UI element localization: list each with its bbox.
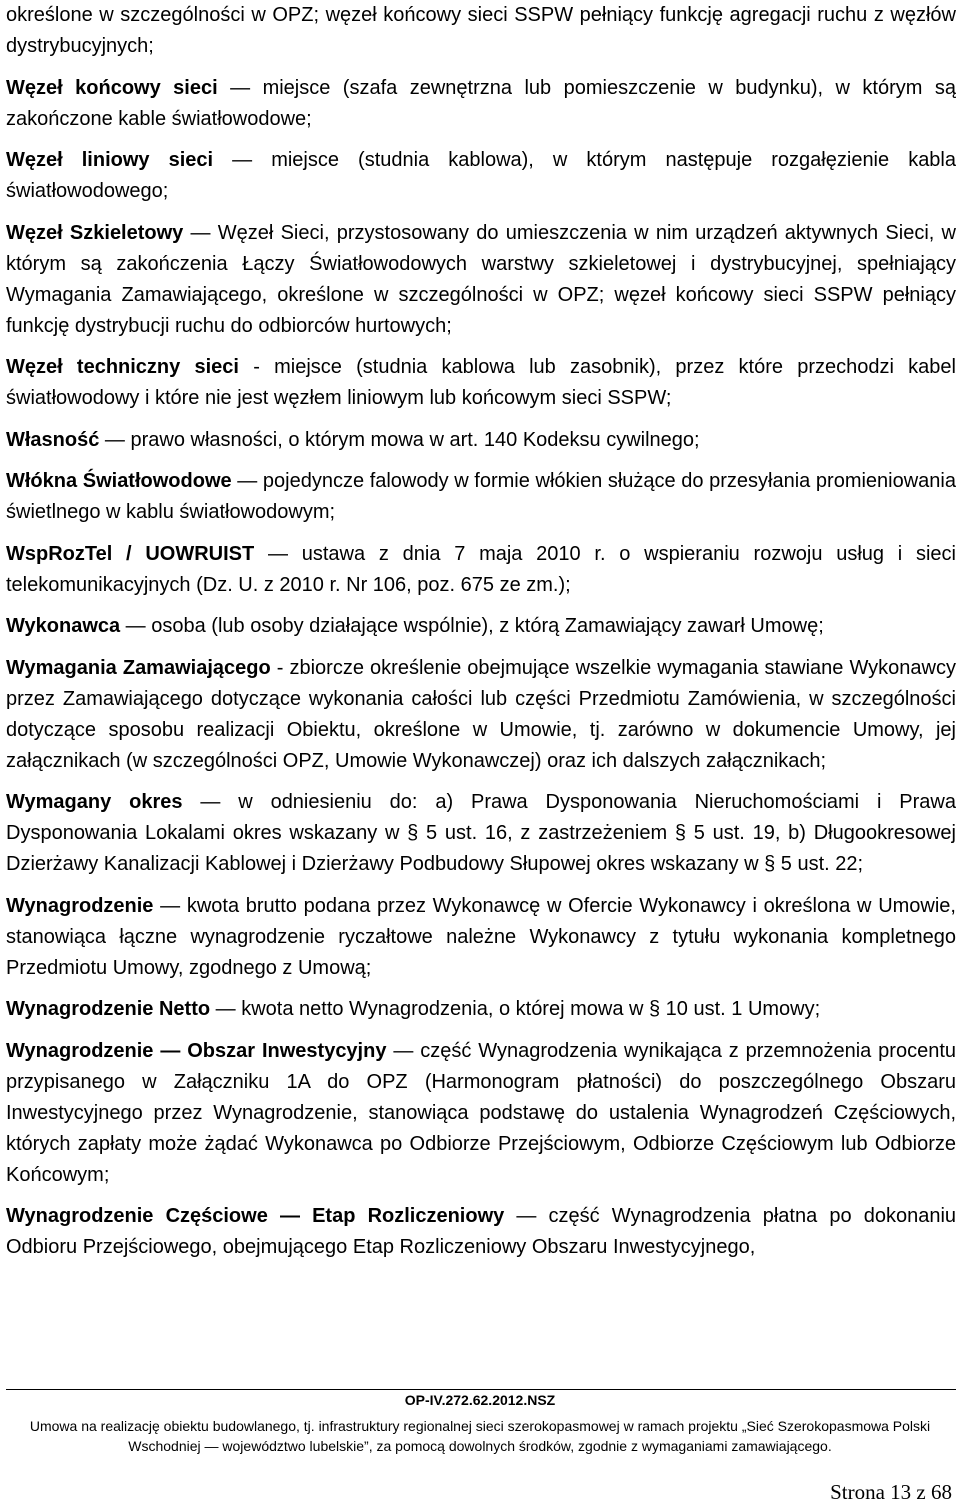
page-total: 68	[931, 1480, 952, 1504]
definition-text: — osoba (lub osoby działające wspólnie), z którą Zamawiający zawarł Umowę;	[120, 615, 824, 637]
definition-entry	[6, 653, 956, 777]
definition-text: — w odniesieniu do: a) Prawa Dysponowania Nieruchomościami i Prawa Dysponowania Lokalami okres wskazany w § 5 ust. 16, z zastrzeżeniem § 5 ust. 19, b) Długookresowej Dzierżawy Kanalizacji Kablowej i Dzierżawy Podbudowy Słupowej okres wskazany w § 5 ust. 22;	[6, 791, 957, 875]
definition-term: Wykonawca	[6, 615, 121, 637]
definition-entry	[6, 0, 956, 62]
definition-term: Wynagrodzenie — Obszar Inwestycyjny	[6, 1039, 387, 1062]
footer-document-code: OP-IV.272.62.2012.NSZ	[404, 1392, 556, 1408]
definition-term: Wynagrodzenie	[6, 894, 154, 917]
footer-description: Umowa na realizację obiektu budowlanego, tj. infrastruktury regionalnej sieci szerokopasmowej w ramach projektu „Sieć Szerokopasmowa Polski Wschodniej — województwo lubelskie”, za pomocą dowolnych środków, zgodnie z wymaganiami zamawiającego.	[29, 1418, 931, 1454]
definition-text: — część Wynagrodzenia płatna po dokonaniu Odbioru Przejściowego, obejmującego Etap Rozliczeniowy Obszaru Inwestycyjnego,	[6, 1205, 957, 1258]
definition-term: Włókna Światłowodowe	[6, 470, 232, 492]
definition-term: Wymagania Zamawiającego	[6, 656, 271, 679]
definition-entry	[6, 466, 956, 528]
definition-entry	[6, 352, 956, 414]
definition-text: — kwota brutto podana przez Wykonawcę w Ofercie Wykonawcy i określona w Umowie, stanowiąca łączne wynagrodzenie ryczałtowe należne Wykonawcy z tytułu wykonania kompletnego Przedmiotu Umowy, zgodnego z Umową;	[6, 894, 956, 979]
page-current: 13	[890, 1480, 912, 1504]
definition-entry	[6, 994, 956, 1025]
definition-text: określone w szczególności w OPZ; węzeł końcowy sieci SSPW pełniący funkcję agregacji ruchu z węzłów dystrybucyjnych;	[6, 4, 956, 57]
definition-entry	[6, 73, 956, 135]
definition-text: — ustawa z dnia 7 maja 2010 r. o wspieraniu rozwoju usług i sieci telekomunikacyjnych (Dz. U. z 2010 r. Nr 106, poz. 675 ze zm.);	[6, 542, 956, 596]
definitions-list	[6, 0, 956, 1274]
page-number	[830, 1480, 952, 1504]
definition-entry	[6, 787, 956, 880]
definition-text: — pojedyncze falowody w formie włókien służące do przesyłania promieniowania świetlnego w kablu światłowodowym;	[6, 470, 956, 523]
definition-text: — część Wynagrodzenia wynikająca z przemnożenia procentu przypisanego w Załączniku 1A do OPZ (Harmonogram płatności) do poszczególnego Obszaru Inwestycyjnego przez Wynagrodzenie, stanowiąca podstawę do ustalenia Wynagrodzeń Częściowych, których zapłaty może żądać Wykonawca po Odbiorze Przejściowym, Odbiorze Częściowym lub Odbiorze Końcowym;	[6, 1039, 957, 1186]
definition-term: Węzeł liniowy sieci	[6, 149, 214, 171]
definition-entry	[6, 611, 956, 642]
definition-entry	[6, 218, 956, 342]
page-label: Strona	[830, 1480, 885, 1504]
definition-term: Wynagrodzenie Częściowe — Etap Rozliczeniowy	[6, 1205, 505, 1227]
definition-term: Węzeł techniczny sieci	[6, 356, 239, 378]
definition-entry	[6, 145, 956, 207]
definition-term: Węzeł końcowy sieci	[6, 76, 218, 99]
definition-term: Wynagrodzenie Netto	[6, 998, 211, 1020]
definition-entry	[6, 1036, 956, 1191]
page-of: z	[916, 1480, 926, 1504]
footer-divider	[6, 1389, 956, 1390]
definition-text: — prawo własności, o którym mowa w art. 140 Kodeksu cywilnego;	[99, 428, 700, 451]
definition-term: WspRozTel / UOWRUIST	[6, 542, 255, 565]
definition-text: - miejsce (studnia kablowa lub zasobnik), przez które przechodzi kabel światłowodowy i które nie jest węzłem liniowym lub końcowym sieci SSPW;	[6, 356, 956, 409]
definition-entry	[6, 891, 956, 984]
definition-entry	[6, 1201, 956, 1263]
definition-text: — miejsce (szafa zewnętrzna lub pomieszczenie w budynku), w którym są zakończone kable światłowodowe;	[6, 76, 956, 130]
definition-entry	[6, 425, 956, 456]
definition-text: - zbiorcze określenie obejmujące wszelkie wymagania stawiane Wykonawcy przez Zamawiającego dotyczące wykonania całości lub części Przedmiotu Zamówienia, w szczególności dotyczące sposobu realizacji Obiektu, określone w Umowie, tj. zarówno w dokumencie Umowy, jej załącznikach (w szczególności OPZ, Umowie Wykonawczej) oraz ich dalszych załącznikach;	[6, 656, 956, 772]
definition-term: Własność	[6, 428, 100, 451]
definition-term: Wymagany okres	[6, 791, 183, 813]
definition-term: Węzeł Szkieletowy	[6, 221, 184, 244]
definition-text: — miejsce (studnia kablowa), w którym następuje rozgałęzienie kabla światłowodowego;	[6, 149, 957, 202]
definition-text: — Węzeł Sieci, przystosowany do umieszczenia w nim urządzeń aktywnych Sieci, w którym są zakończenia Łączy Światłowodowych warstwy szkieletowej i dystrybucyjnej, spełniający Wymagania Zamawiającego, określone w szczególności w OPZ; węzeł końcowy sieci SSPW pełniący funkcję dystrybucji ruchu do odbiorców hurtowych;	[6, 221, 957, 337]
definition-text: — kwota netto Wynagrodzenia, o której mowa w § 10 ust. 1 Umowy;	[210, 998, 821, 1020]
definition-entry	[6, 539, 956, 601]
